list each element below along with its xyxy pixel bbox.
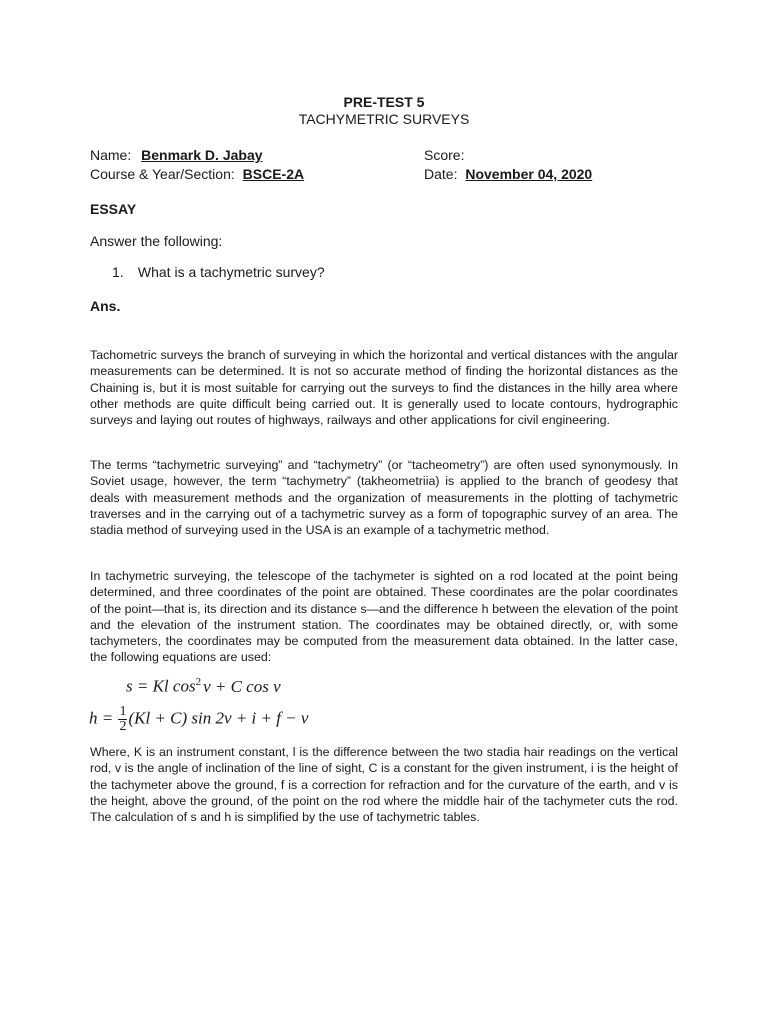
document-title: PRE-TEST 5 <box>343 94 425 110</box>
equation-part: h = <box>89 708 114 728</box>
course-row <box>90 166 304 182</box>
paragraph: Where, K is an instrument constant, l is the difference between the two stadia hair readings on the vertical rod, v is the angle of inclination of the line of sight, C is a constant for the given instrument, i is the height of the tachymeter above the ground, f is a correction for refraction and for the curvature of the earth, and v is the height, above the ground, of the point on the rod where the middle hair of the tachymeter cuts the rod. The calculation of s and h is simplified by the use of tachymetric tables. <box>90 745 678 825</box>
date-value: November 04, 2020 <box>465 166 593 182</box>
fraction-denominator: 2 <box>119 719 127 734</box>
paragraph: Tachometric surveys the branch of surveying in which the horizontal and vertical distances with the angular measurements can be determined. It is not so accurate method of finding the horizontal distances as the Chaining is, but it is most suitable for carrying out the surveys to find the distances in the hilly area where other methods are quite difficult being carried out. It is generally used to locate contours, hydrographic surveys and laying out routes of highways, railways and other applications for civil engineering. <box>90 348 678 428</box>
score-row <box>424 147 464 163</box>
equation-part: v + C cos v <box>203 676 281 696</box>
course-label: Course & Year/Section: <box>90 166 235 182</box>
question-item <box>112 264 325 280</box>
paragraph: In tachymetric surveying, the telescope of the tachymeter is sighted on a rod located at the point being determined, and three coordinates of the point are obtained. These coordinates are the polar coordinates of the point—that is, its direction and its distance s—and the difference h between the elevation of the point and the elevation of the instrument station. The coordinates may be obtained directly, or, with some tachymeters, the coordinates may be computed from the measurement data obtained. In the latter case, the following equations are used: <box>90 569 678 665</box>
equation-distance <box>126 676 281 697</box>
equation-height <box>89 705 308 734</box>
name-value: Benmark D. Jabay <box>141 147 263 163</box>
equation-part: s = Kl cos <box>126 676 196 696</box>
fraction-numerator: 1 <box>119 704 127 719</box>
question-text: What is a tachymetric survey? <box>137 264 325 280</box>
section-heading: ESSAY <box>90 201 137 217</box>
question-number: 1. <box>112 264 124 280</box>
answer-label: Ans. <box>90 298 121 314</box>
document-subtitle: TACHYMETRIC SURVEYS <box>298 111 470 127</box>
equation-exponent: 2 <box>195 676 202 688</box>
equation-part: (Kl + C) sin 2v + i + f − v <box>128 708 309 728</box>
paragraph: The terms “tachymetric surveying” and “tachymetry” (or “tacheometry”) are often used synonymously. In Soviet usage, however, the term “tachymetry” (takheometriia) is applied to the branch of geodesy that deals with measurement methods and the organization of measurements in the plotting of tachymetric traverses and in the carrying out of a tachymetric survey as a form of topographic survey of an area. The stadia method of surveying used in the USA is an example of a tachymetric method. <box>90 458 678 538</box>
name-row <box>90 147 263 163</box>
date-row <box>424 166 592 182</box>
date-label: Date: <box>424 166 458 182</box>
score-label: Score: <box>424 147 465 163</box>
course-value: BSCE-2A <box>242 166 305 182</box>
equation-fraction <box>118 705 127 734</box>
instruction-text: Answer the following: <box>90 233 223 249</box>
name-label: Name: <box>90 147 132 163</box>
